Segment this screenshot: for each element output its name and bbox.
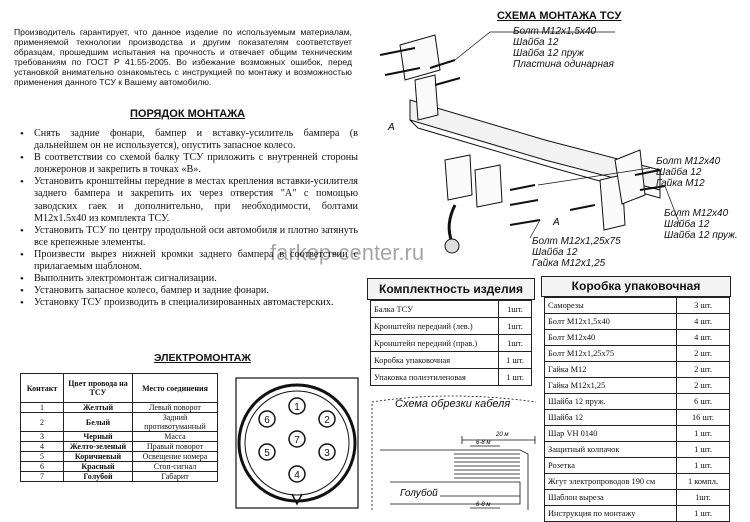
table-row: Шайба 12 пруж. 6 шт. (545, 394, 730, 410)
cell: Упаковка полиэтиленовая (371, 369, 499, 386)
wiring-header: Место соединения (133, 374, 218, 403)
table-row (21, 472, 218, 482)
cell: Кронштейн передний (прав.) (371, 335, 499, 352)
table-row: Гайка М12х1,25 2 шт. (545, 378, 730, 394)
cell: Балка ТСУ (371, 301, 499, 318)
electro-title: ЭЛЕКТРОМОНТАЖ (154, 352, 251, 364)
table-row: Саморезы 3 шт. (545, 298, 730, 314)
cell: Желтый (64, 403, 133, 413)
table-row (371, 369, 532, 386)
step-item: • Снять задние фонари, бампер и вставку-усилитель бампера (в дальнейшем он не используется), опустить запасное колесо. (18, 128, 358, 152)
wiring-header: Контакт (21, 374, 64, 403)
cell: 1 шт. (499, 352, 532, 369)
order-title: ПОРЯДОК МОНТАЖА (130, 108, 246, 120)
cell: Кронштейн передний (лев.) (371, 318, 499, 335)
cell: 5 (21, 452, 64, 462)
cell: 1 шт. (499, 369, 532, 386)
socket-pin (289, 466, 305, 482)
ball-neck (449, 205, 455, 242)
cable-frame (372, 396, 536, 510)
svg-text:2: 2 (324, 415, 330, 426)
cell: Стоп-сигнал (133, 462, 218, 472)
cell: 1шт. (499, 301, 532, 318)
wiring-table (20, 373, 218, 482)
table-row: Шаблон выреза 1шт. (545, 490, 730, 506)
dim-long-label: 20 м (496, 432, 509, 438)
intro-paragraph: Производитель гарантирует, что данное изделие по используемым материалам, применяемой технологии производства и другим показателям соответствует образцам, прошедшим испытания на прочность и отвечает общим техническим требованиям по ГОСТ Р 41.55-2005. Во избежание возможных ошибок, перед установкой внимательно ознакомьтесь с инструкцией по монтажу и возможностью применения данного ТСУ к Вашему автомобилю. (14, 27, 352, 87)
svg-text:5: 5 (264, 448, 270, 459)
socket-pin (289, 431, 305, 447)
table-row (371, 352, 532, 369)
cell: Белый (64, 413, 133, 432)
wiring-header: Цвет провода на ТСУ (64, 374, 133, 403)
left-bracket (415, 75, 438, 120)
scheme-label-bottom: Болт М12х1,25х75 Шайба 12 Гайка М12х1,25 (532, 236, 621, 269)
socket-pin (289, 398, 305, 414)
dim-short-label: 6-8 м (476, 440, 491, 446)
cell: Коробка упаковочная (371, 352, 499, 369)
cable-title: Схема обрезки кабеля (395, 398, 511, 410)
cell: 3 (21, 432, 64, 442)
table-row (21, 413, 218, 432)
cell: Левый поворот (133, 403, 218, 413)
svg-text:3: 3 (324, 448, 330, 459)
step-item: • Произвести вырез нижней кромки заднего бампера в соответствии с прилагаемым шаблоном. (18, 249, 358, 273)
point-a-label: А (388, 122, 395, 133)
steps-list (18, 128, 358, 309)
cell: Голубой (64, 472, 133, 482)
table-row: Шайба 12 16 шт. (545, 410, 730, 426)
left-plate (400, 35, 440, 80)
step-item: • Выполнить электромонтаж сигнализации. (18, 273, 358, 285)
box-title: Коробка упаковочная (541, 276, 731, 297)
socket-pin (319, 444, 335, 460)
cell: 7 (21, 472, 64, 482)
table-row: Розетка 1 шт. (545, 458, 730, 474)
cell: Красный (64, 462, 133, 472)
tow-ball (445, 239, 459, 253)
cell: Освещение номера (133, 452, 218, 462)
kit-table (370, 300, 532, 386)
scheme-title: СХЕМА МОНТАЖА ТСУ (497, 10, 622, 22)
point-a-label: А (553, 217, 560, 228)
svg-text:6: 6 (264, 415, 270, 426)
step-item: • Установку ТСУ производить в специализированных автомастерских. (18, 297, 358, 309)
table-row (21, 452, 218, 462)
table-row (21, 442, 218, 452)
table-row (371, 301, 532, 318)
step-item: • Установить ТСУ по центру продольной оси автомобиля и плотно затянуть все крепежные элементы. (18, 225, 358, 249)
table-row: Гайка М12 2 шт. (545, 362, 730, 378)
cell: Коричневый (64, 452, 133, 462)
table-row (21, 403, 218, 413)
watermark: farkop-center.ru (270, 240, 425, 265)
table-row: Шар VH 0140 1 шт. (545, 426, 730, 442)
cell: Черный (64, 432, 133, 442)
table-row: Болт М12х1,25х75 2 шт. (545, 346, 730, 362)
cell: Масса (133, 432, 218, 442)
scheme-label-right: Болт М12х40 Шайба 12 Шайба 12 пруж. (664, 208, 738, 241)
cell: Габарит (133, 472, 218, 482)
socket-pin (259, 411, 275, 427)
table-row (371, 335, 532, 352)
step-item: • Установить кронштейны передние в местах крепления вставки-усилителя заднего бампера и закрепить их через отверстия "А" с помощью заводских гаек и дополнительно, при необходимости, болтами М12х1.5х40 из комплекта ТСУ. (18, 176, 358, 224)
scheme-label-top: Болт М12х1,5х40 Шайба 12 Шайба 12 пруж Пластина одинарная (513, 26, 614, 70)
socket-diagram (232, 374, 362, 512)
ball-mount-plate (475, 165, 502, 207)
cell: 1шт. (499, 318, 532, 335)
svg-text:1: 1 (294, 402, 300, 413)
kit-title: Комплектность изделия (367, 278, 535, 300)
table-row: Болт М12х1,5х40 4 шт. (545, 314, 730, 330)
socket-pin (259, 444, 275, 460)
dim-short-label: 6-8 м (476, 502, 491, 508)
table-row: Защитный колпачок 1 шт. (545, 442, 730, 458)
cable-outline (380, 450, 528, 510)
table-row: Болт М12х40 4 шт. (545, 330, 730, 346)
ball-mount-plate (445, 155, 472, 200)
cable-wires (454, 454, 520, 478)
box-table (544, 297, 730, 522)
step-item: • Установить запасное колесо, бампер и задние фонари. (18, 285, 358, 297)
table-row (371, 318, 532, 335)
scheme-label-mid: Болт М12х40 Шайба 12 Гайка М12 (656, 156, 721, 189)
cell: 6 (21, 462, 64, 472)
wire-label: Голубой (400, 488, 438, 499)
table-row: Инструкция по монтажу 1 шт. (545, 506, 730, 522)
table-row (21, 432, 218, 442)
cell: Правый поворот (133, 442, 218, 452)
cell: 2 (21, 413, 64, 432)
cell: Желто-зеленый (64, 442, 133, 452)
cable-diagram (370, 392, 538, 514)
cell: 1 (21, 403, 64, 413)
svg-text:4: 4 (294, 470, 300, 481)
cell: 1шт. (499, 335, 532, 352)
cell: Задний противотуманный (133, 413, 218, 432)
cell: 4 (21, 442, 64, 452)
svg-text:7: 7 (294, 435, 300, 446)
socket-pin (319, 411, 335, 427)
table-row (21, 462, 218, 472)
step-item: • В соответствии со схемой балку ТСУ приложить с внутренней стороны лонжеронов и закрепить в точках «В». (18, 152, 358, 176)
table-row: Жгут электропроводов 190 см 1 компл. (545, 474, 730, 490)
